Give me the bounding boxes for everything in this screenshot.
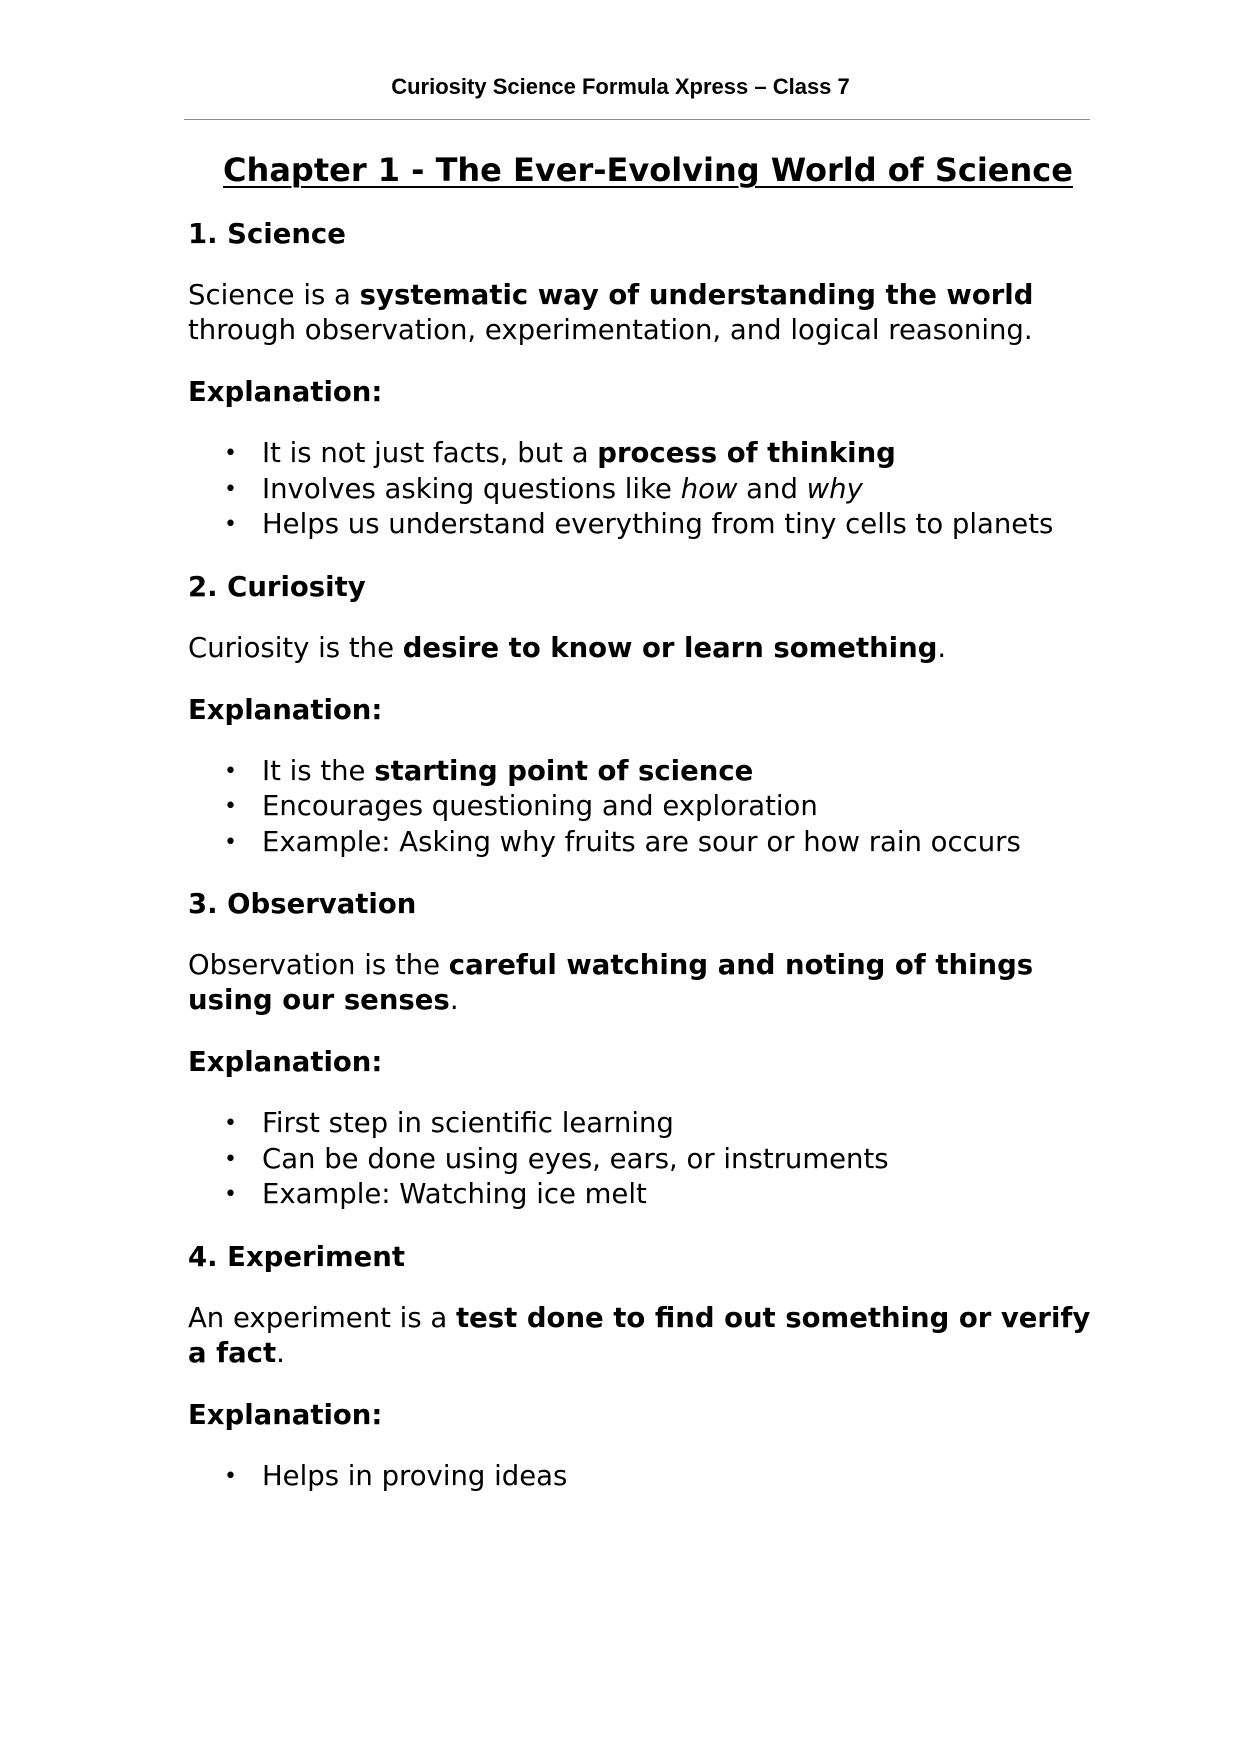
section-heading-curiosity: 2. Curiosity	[188, 570, 366, 603]
list-item-text: and	[737, 472, 807, 505]
definition-key-phrase: desire to know or learn something	[402, 631, 938, 664]
page-content	[188, 150, 1108, 1520]
bullet-icon: •	[224, 1111, 237, 1136]
bullet-icon: •	[224, 512, 237, 537]
list-item	[188, 1459, 1108, 1495]
explanation-label: Explanation:	[188, 376, 383, 408]
bullet-icon: •	[224, 476, 237, 502]
list-item	[188, 507, 1108, 543]
list-item-text: Can be done using eyes, ears, or instruments	[262, 1142, 889, 1175]
section-heading-observation: 3. Observation	[188, 888, 417, 920]
header-divider	[184, 119, 1090, 120]
list-item	[188, 436, 1108, 472]
list-item-text: Helps us understand everything from tiny cells to planets	[262, 508, 1054, 540]
definition-science	[188, 278, 1108, 348]
definition-curiosity	[188, 631, 1108, 666]
list-item-italic: how	[680, 472, 738, 505]
bullet-icon: •	[224, 829, 237, 855]
list-item-emphasis: process of thinking	[597, 437, 896, 469]
list-item	[188, 472, 1108, 508]
bullet-icon: •	[224, 758, 237, 784]
bullet-icon: •	[224, 1146, 237, 1172]
list-item-text: First step in scientific learning	[262, 1107, 674, 1139]
list-item-text: Involves asking questions like	[262, 472, 681, 505]
list-item-text: Example: Watching ice melt	[262, 1178, 647, 1210]
list-item-emphasis: starting point of science	[374, 754, 754, 787]
list-item	[188, 1106, 1108, 1142]
section-heading-experiment: 4. Experiment	[188, 1240, 406, 1273]
definition-text: An experiment is a	[188, 1301, 456, 1334]
list-item-text: Example: Asking why fruits are sour or how rain occurs	[262, 825, 1021, 858]
definition-text: Curiosity is the	[188, 631, 403, 664]
list-item	[188, 825, 1108, 861]
definition-key-phrase: careful watching and noting of things using our senses	[188, 949, 1034, 1016]
explanation-list-science	[188, 436, 1108, 543]
bullet-icon: •	[224, 1182, 237, 1207]
bullet-icon: •	[224, 1463, 237, 1489]
list-item-text: Helps in proving ideas	[262, 1459, 568, 1492]
definition-text: .	[449, 984, 459, 1016]
definition-observation	[188, 948, 1108, 1018]
explanation-label: Explanation:	[188, 1046, 383, 1078]
definition-text: .	[276, 1336, 285, 1369]
chapter-title: Chapter 1 - The Ever-Evolving World of Science	[223, 151, 1073, 189]
list-item	[188, 1177, 1108, 1213]
list-item-text: It is the	[262, 754, 375, 787]
explanation-list-experiment	[188, 1459, 1108, 1495]
list-item	[188, 754, 1108, 790]
bullet-icon: •	[224, 441, 237, 466]
section-heading-science: 1. Science	[188, 218, 346, 250]
list-item-text: Encourages questioning and exploration	[262, 790, 818, 822]
list-item-italic: why	[806, 472, 863, 505]
definition-text: Science is a	[188, 279, 360, 311]
definition-key-phrase: test done to find out something or verify a fact	[188, 1301, 1091, 1369]
list-item-text: It is not just facts, but a	[262, 437, 598, 469]
running-header: Curiosity Science Formula Xpress – Class 7	[391, 74, 850, 99]
definition-text: Observation is the	[188, 949, 449, 981]
explanation-list-observation	[188, 1106, 1108, 1213]
list-item	[188, 789, 1108, 825]
explanation-label: Explanation:	[188, 693, 383, 726]
list-item	[188, 1142, 1108, 1178]
definition-key-phrase: systematic way of understanding the world	[359, 279, 1034, 311]
definition-experiment	[188, 1301, 1108, 1371]
definition-text: through observation, experimentation, and logical reasoning.	[188, 314, 1033, 346]
explanation-label: Explanation:	[188, 1398, 383, 1431]
bullet-icon: •	[224, 794, 237, 819]
definition-text: .	[937, 631, 947, 664]
explanation-list-curiosity	[188, 754, 1108, 861]
